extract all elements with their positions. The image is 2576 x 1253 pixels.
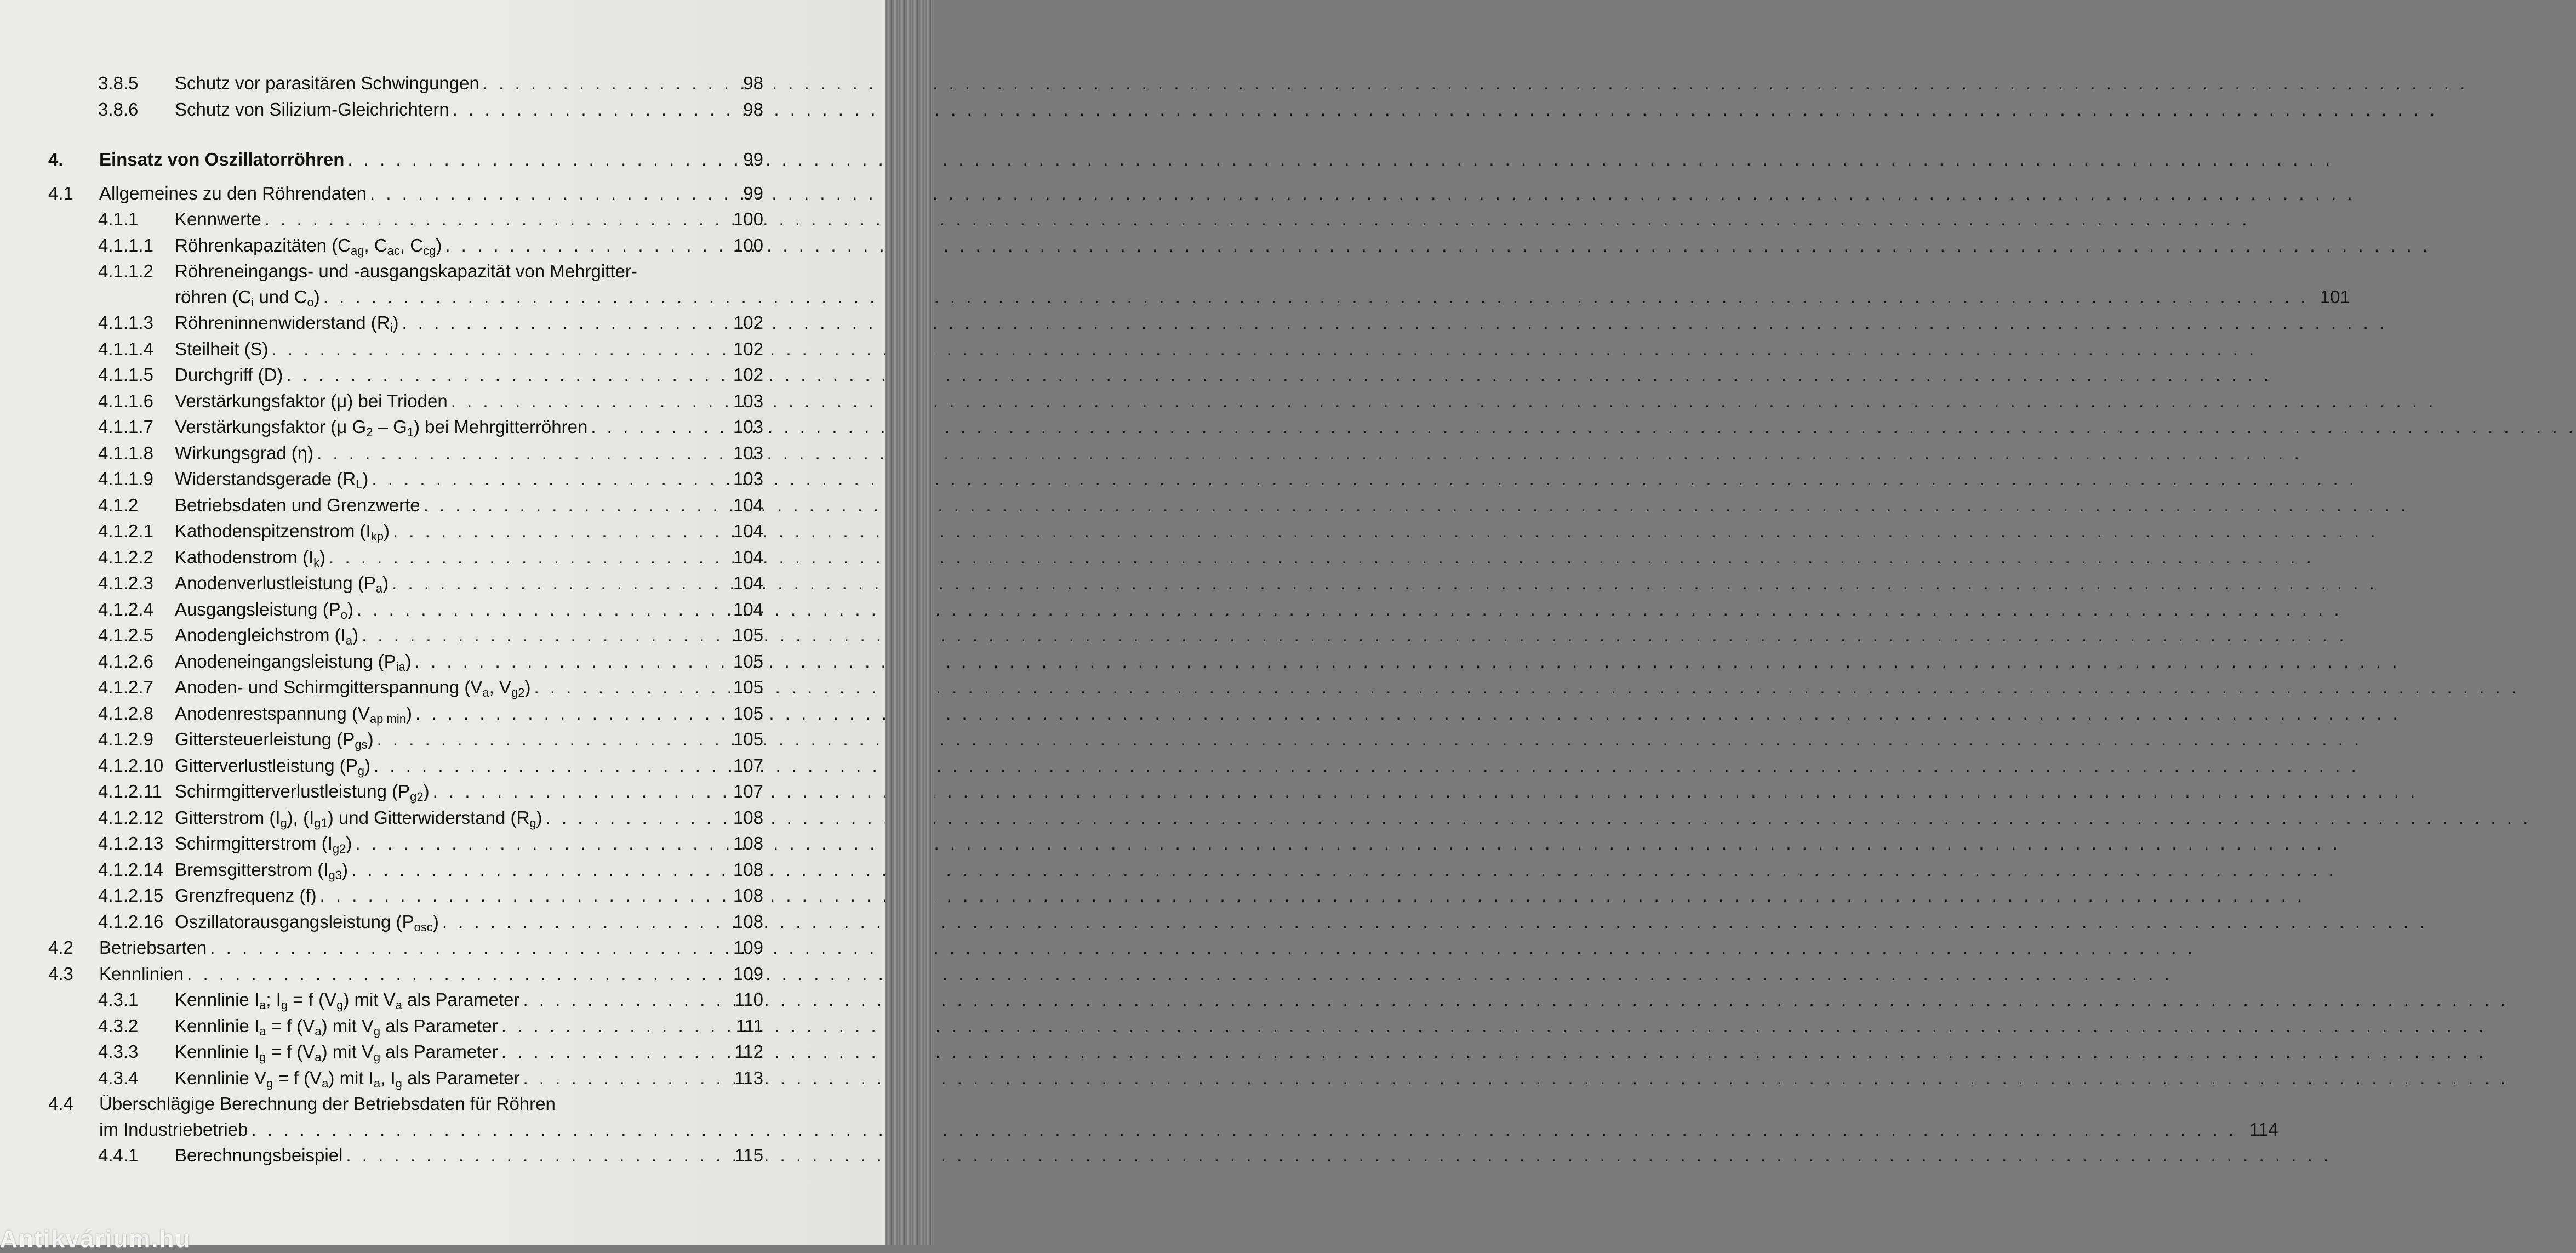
- toc-entry: [48, 674, 763, 700]
- toc-title: Anodenverlustleistung $(P_a)$: [175, 573, 389, 595]
- toc-page: 109: [733, 963, 763, 984]
- toc-number: 4.1.1.7: [98, 417, 153, 437]
- leader-dots: [374, 753, 2359, 778]
- toc-page: 111: [735, 1015, 763, 1036]
- toc-page: 105: [733, 651, 763, 671]
- leader-dots: [534, 674, 2519, 700]
- toc-title-continued: im Industriebetrieb: [99, 1119, 248, 1140]
- toc-entry: [48, 935, 763, 961]
- leader-dots: [415, 648, 2400, 674]
- toc-number: 4.1.1.6: [98, 390, 153, 411]
- toc-title: Röhrenkapazitäten ($C_{ag}$, $C_{ac}$, $C_{cg}$): [175, 235, 442, 258]
- leader-dots: [392, 570, 2377, 596]
- toc-page: 104: [733, 494, 763, 515]
- toc-title-continued: röhren ($C_i$ und $C_o$): [175, 287, 320, 309]
- toc-number: 4.1.2.14: [98, 859, 164, 880]
- toc-title: Schutz vor parasitären Schwingungen: [175, 73, 479, 93]
- toc-title: Kennlinie $I_a$; $I_g = f$ $(V_g)$ mit $V_a$ als Parameter: [175, 989, 520, 1012]
- leader-dots: [501, 1039, 2487, 1064]
- toc-number: 4.1.2.13: [98, 833, 164, 853]
- toc-title: Gittersteuerleistung $(P_{gs})$: [175, 729, 374, 751]
- toc-title: Schirmgitterverlustleistung $(P_{g2})$: [175, 781, 430, 804]
- toc-title: Anoden- und Schirmgitterspannung ($V_a$, $V_{g2}$): [175, 677, 531, 699]
- toc-number: 4.1.2.9: [98, 729, 153, 749]
- toc-entry: [48, 310, 763, 336]
- toc-page: 100: [733, 209, 763, 229]
- toc-page: 108: [733, 807, 763, 828]
- leader-dots: [210, 935, 2195, 960]
- toc-entry: [48, 336, 763, 362]
- toc-page: 107: [733, 781, 763, 801]
- toc-entry: [48, 518, 763, 544]
- toc-number: 4.1.1.9: [98, 469, 153, 489]
- book-page-edge: [885, 0, 934, 1245]
- toc-title: Anodenrestspannung $(V_{ap min})$: [175, 703, 412, 726]
- toc-number: 4.1.2.6: [98, 651, 153, 671]
- toc-number: 4.1.1.5: [98, 364, 153, 385]
- toc-number: 4.1.2.8: [98, 703, 153, 724]
- leader-dots: [415, 700, 2401, 726]
- leader-dots: [323, 284, 2309, 310]
- toc-page: 104: [733, 521, 763, 541]
- toc-title: Verstärkungsfaktor (μ) bei Trioden: [175, 390, 448, 411]
- toc-number: 4.1.2.3: [98, 573, 153, 593]
- toc-number: 4.3.3: [98, 1041, 139, 1062]
- toc-title: Röhreninnenwiderstand $(R_i)$: [175, 312, 399, 335]
- toc-title: Anodengleichstrom $(I_a)$: [175, 625, 359, 647]
- toc-page: 103: [733, 390, 763, 411]
- leader-dots: [370, 180, 2355, 206]
- toc-page: 110: [734, 989, 763, 1010]
- leader-dots: [347, 146, 2333, 172]
- toc-page: 99: [743, 183, 763, 203]
- leader-dots: [329, 544, 2314, 570]
- toc-page: 105: [733, 677, 763, 697]
- toc-title: Bremsgitterstrom $(I_{g3})$: [175, 859, 349, 882]
- toc-entry: [48, 857, 763, 883]
- toc-entry: [48, 414, 763, 440]
- toc-entry: [48, 596, 763, 623]
- toc-title: Allgemeines zu den Röhrendaten: [99, 183, 367, 203]
- toc-number: 4.1.2.2: [98, 546, 153, 567]
- toc-entry: [48, 882, 763, 909]
- watermark-text: Antikvárium.hu: [0, 1226, 191, 1252]
- toc-number: 4.1.2.16: [98, 911, 164, 932]
- toc-page: 113: [734, 1067, 763, 1088]
- toc-entry: [48, 700, 763, 727]
- toc-entry: [48, 1039, 763, 1065]
- leader-dots: [402, 310, 2387, 335]
- toc-entry: [48, 1065, 763, 1091]
- toc-page: 108: [733, 885, 763, 905]
- toc-title: Ausgangsleistung $(P_o)$: [175, 599, 353, 622]
- toc-page: 107: [733, 755, 763, 776]
- leader-dots: [351, 857, 2337, 882]
- toc-entry: [48, 961, 763, 987]
- toc-number: 4.1.2.10: [98, 755, 164, 776]
- toc-number: 4.4.1: [98, 1145, 139, 1165]
- leader-dots: [424, 492, 2409, 518]
- toc-entry: [48, 726, 763, 753]
- toc-number: 4.1.1: [98, 209, 139, 229]
- toc-title: Oszillatorausgangsleistung $(P_{osc})$: [175, 911, 439, 934]
- toc-title: Durchgriff (D): [175, 364, 283, 385]
- leader-dots: [523, 1065, 2509, 1091]
- toc-page: 108: [733, 859, 763, 880]
- toc-title: Grenzfrequenz (f): [175, 885, 317, 905]
- toc-entry: [48, 388, 763, 414]
- toc-page: 114: [2249, 1119, 2278, 1140]
- toc-page: 98: [743, 73, 763, 93]
- toc-entry: [48, 544, 763, 571]
- table-of-contents: [48, 70, 2350, 1169]
- toc-page: 104: [733, 546, 763, 567]
- toc-title: Überschlägige Berechnung der Betriebsdaten für Röhren: [99, 1093, 556, 1114]
- toc-number: 4.1.2.12: [98, 807, 164, 828]
- leader-dots: [265, 206, 2250, 232]
- toc-number: 4.4: [48, 1093, 73, 1114]
- toc-page: 103: [733, 442, 763, 463]
- toc-entry: [48, 648, 763, 675]
- toc-page: 102: [733, 312, 763, 333]
- leader-dots: [393, 518, 2378, 544]
- toc-page: 108: [733, 833, 763, 853]
- toc-number: 4.1.2.5: [98, 625, 153, 645]
- toc-number: 4.1.1.3: [98, 312, 153, 333]
- toc-number: 3.8.6: [98, 99, 139, 119]
- toc-title: Schirmgitterstrom $(I_{g2})$: [175, 833, 352, 856]
- leader-dots: [357, 596, 2342, 622]
- toc-number: 4.: [48, 149, 64, 169]
- toc-entry: [48, 206, 763, 232]
- toc-page: 103: [733, 417, 763, 437]
- toc-entry: [48, 622, 763, 648]
- toc-number: 4.3.2: [98, 1015, 139, 1036]
- leader-dots: [501, 1013, 2487, 1039]
- toc-title: Kennlinien: [99, 963, 184, 984]
- toc-entry: [48, 1142, 763, 1169]
- toc-title: Einsatz von Oszillatorröhren: [99, 149, 345, 169]
- leader-dots: [286, 362, 2271, 388]
- toc-number: 4.1.2.4: [98, 599, 153, 619]
- toc-page: 112: [734, 1041, 763, 1062]
- toc-entry: [48, 492, 763, 519]
- leader-dots: [483, 70, 2468, 96]
- toc-page: 100: [733, 235, 763, 255]
- toc-title: Gitterverlustleistung $(P_g)$: [175, 755, 371, 778]
- toc-number: 4.1.2.15: [98, 885, 164, 905]
- toc-entry: [48, 778, 763, 805]
- toc-page: 109: [733, 937, 763, 958]
- leader-dots: [377, 726, 2362, 752]
- toc-page: 108: [733, 911, 763, 932]
- toc-title: Gitterstrom $(I_g)$, $(I_{g1})$ und Gitterwiderstand $(R_g)$: [175, 807, 542, 830]
- toc-entry: [48, 1013, 763, 1039]
- toc-entry: [48, 466, 763, 492]
- toc-title: Schutz von Silizium-Gleichrichtern: [175, 99, 449, 119]
- toc-title: Kennlinie $I_a = f$ $(V_a)$ mit $V_g$ als Parameter: [175, 1015, 498, 1038]
- toc-entry: [48, 362, 763, 388]
- toc-page: 104: [733, 599, 763, 619]
- toc-entry: [48, 753, 763, 779]
- leader-dots: [346, 1142, 2331, 1168]
- toc-number: 4.3.1: [98, 989, 139, 1010]
- toc-title: Kathodenspitzenstrom $(I_{kp})$: [175, 521, 390, 543]
- toc-entry: [48, 570, 763, 596]
- toc-title: Betriebsarten: [99, 937, 207, 958]
- toc-number: 4.1.1.2: [98, 261, 153, 281]
- toc-entry: [48, 232, 763, 259]
- toc-page: 105: [733, 703, 763, 724]
- toc-page: 115: [734, 1145, 763, 1165]
- toc-entry: [48, 96, 763, 123]
- toc-entry: [48, 70, 763, 96]
- toc-page: 98: [743, 99, 763, 119]
- leader-dots: [317, 440, 2302, 466]
- toc-title: Kennlinie $I_g = f$ $(V_a)$ mit $V_g$ als Parameter: [175, 1041, 498, 1064]
- toc-entry: [48, 1091, 2278, 1142]
- toc-entry: [48, 440, 763, 466]
- toc-number: 4.1.2.7: [98, 677, 153, 697]
- toc-page: 101: [2320, 287, 2350, 307]
- toc-number: 4.2: [48, 937, 73, 958]
- leader-dots: [362, 622, 2347, 648]
- leader-dots: [320, 882, 2305, 908]
- toc-page: 102: [733, 364, 763, 385]
- toc-chapter: [48, 146, 763, 173]
- toc-number: 4.1.2.1: [98, 521, 153, 541]
- leader-dots: [187, 961, 2172, 987]
- leader-dots: [372, 466, 2357, 492]
- leader-dots: [546, 805, 2531, 830]
- leader-dots: [251, 1117, 2236, 1142]
- toc-number: 4.1.1.1: [98, 235, 153, 255]
- toc-page: 104: [733, 573, 763, 593]
- toc-number: 4.1.1.4: [98, 338, 153, 359]
- toc-title: Betriebsdaten und Grenzwerte: [175, 494, 420, 515]
- toc-entry: [48, 805, 763, 831]
- toc-title: Kathodenstrom $(I_k)$: [175, 546, 326, 569]
- toc-entry: [48, 909, 763, 935]
- toc-page: 99: [743, 149, 763, 169]
- toc-number: 4.3: [48, 963, 73, 984]
- toc-number: 4.1.2.11: [98, 781, 162, 801]
- toc-entry: [48, 987, 763, 1013]
- toc-title: Kennlinie $V_g = f$ $(V_a)$ mit $I_a$, $I_g$ als Parameter: [175, 1067, 520, 1090]
- toc-title: Berechnungsbeispiel: [175, 1145, 343, 1165]
- toc-entry: [48, 258, 2350, 310]
- toc-page: 102: [733, 338, 763, 359]
- toc-page: 105: [733, 729, 763, 749]
- toc-number: 4.1: [48, 183, 73, 203]
- toc-title: Verstärkungsfaktor (μ $G_2 - G_1$) bei Mehrgitterröhren: [175, 417, 588, 439]
- toc-entry: [48, 830, 763, 857]
- toc-number: 4.1.2: [98, 494, 139, 515]
- toc-title: Röhreneingangs- und -ausgangskapazität von Mehrgitter-: [175, 261, 637, 281]
- toc-page: 103: [733, 469, 763, 489]
- toc-number: 4.3.4: [98, 1067, 139, 1088]
- toc-number: 3.8.5: [98, 73, 139, 93]
- toc-number: 4.1.1.8: [98, 442, 153, 463]
- toc-entry: [48, 180, 763, 207]
- leader-dots: [355, 830, 2340, 856]
- toc-title: Wirkungsgrad (η): [175, 442, 314, 463]
- toc-title: Anodeneingangsleistung $(P_{ia})$: [175, 651, 412, 674]
- toc-title: Kennwerte: [175, 209, 261, 229]
- leader-dots: [523, 987, 2509, 1012]
- toc-page: 105: [733, 625, 763, 645]
- leader-dots: [272, 336, 2257, 362]
- toc-title: Widerstandsgerade $(R_L)$: [175, 469, 369, 491]
- toc-title: Steilheit (S): [175, 338, 269, 359]
